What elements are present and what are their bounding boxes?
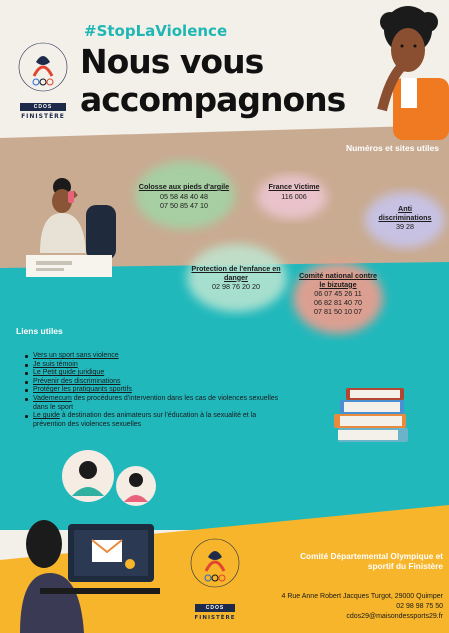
footer-org-line2: sportif du Finistère: [367, 561, 443, 571]
list-item: [24, 378, 286, 387]
footer-contact: [213, 592, 443, 622]
hashtag: #StopLaViolence: [84, 22, 228, 40]
contact-phone: 07 81 50 10 07: [314, 307, 362, 316]
footer-phone: 02 98 98 75 50: [396, 603, 443, 610]
contact-name[interactable]: France Victime: [268, 182, 320, 191]
link-sport-sans-violence[interactable]: Vers un sport sans violence: [33, 352, 119, 359]
contact-phone: 06 82 81 40 70: [314, 298, 362, 307]
footer-email[interactable]: cdos29@maisondessports29.fr: [346, 613, 443, 620]
headline-line2: accompagnons: [80, 80, 346, 119]
links-list: [24, 352, 286, 429]
contact-phone: 39 28: [396, 222, 414, 231]
contact-france-victime: [258, 183, 330, 201]
logo-region: FINISTÈRE: [194, 615, 236, 621]
contact-phone: 05 58 48 40 48: [160, 191, 208, 201]
footer-info: [243, 551, 443, 571]
contact-name[interactable]: Anti discriminations: [378, 204, 432, 222]
contact-bizutage: [298, 272, 378, 316]
links-section-title: Liens utiles: [16, 326, 63, 336]
link-proteger-pratiquants[interactable]: Protéger les pratiquants sportifs: [33, 386, 132, 394]
footer-org-line1: Comité Départemental Olympique et: [300, 551, 443, 561]
video-call-illustration-icon: [20, 448, 170, 633]
contact-phone: 116 006: [281, 191, 307, 201]
contact-name[interactable]: Comité national contre le bizutage: [299, 271, 377, 289]
contact-phone: 06 07 45 26 11: [314, 289, 362, 298]
list-item: [24, 386, 286, 395]
numbers-section-title: Numéros et sites utiles: [345, 143, 439, 153]
footer-address: 4 Rue Anne Robert Jacques Turgot, 29000 Quimper: [281, 593, 443, 600]
contact-phone: 02 98 76 20 20: [212, 282, 260, 291]
contact-phone: 07 50 85 47 10: [160, 200, 208, 210]
list-item: Le guide à destination des animateurs sur l'éducation à la sexualité et la prévention des violences sexuelles: [24, 412, 286, 429]
link-le-guide[interactable]: Le guide: [33, 412, 60, 420]
logo-region: FINISTÈRE: [21, 113, 65, 120]
logo-badge: CDOS: [20, 103, 66, 111]
link-je-suis-temoin[interactable]: Je suis témoin: [33, 360, 78, 368]
logo-badge: CDOS: [195, 604, 235, 612]
list-item: [24, 361, 286, 370]
list-item: [24, 369, 286, 378]
link-petit-guide-juridique[interactable]: Le Petit guide juridique: [33, 369, 105, 377]
books-stack-illustration-icon: [332, 386, 412, 448]
contact-colosse: [128, 183, 240, 210]
list-item: Vademecum des procédures d'intervention dans les cas de violences sexuelles dans le sport: [24, 395, 286, 412]
contact-name[interactable]: Protection de l'enfance en danger: [191, 264, 281, 282]
list-item: [24, 352, 286, 361]
contact-anti-discriminations: [374, 205, 436, 231]
contact-protection-enfance: [191, 265, 281, 291]
link-prevenir-discriminations[interactable]: Prévenir des discriminations: [33, 377, 121, 385]
olympic-rooster-logo-icon: [185, 533, 245, 595]
headline-line1: Nous vous: [80, 42, 264, 81]
phone-call-woman-illustration-icon: [18, 175, 123, 285]
contact-name[interactable]: Colosse aux pieds d'argile: [138, 182, 230, 191]
link-vademecum[interactable]: Vademecum: [33, 394, 72, 402]
